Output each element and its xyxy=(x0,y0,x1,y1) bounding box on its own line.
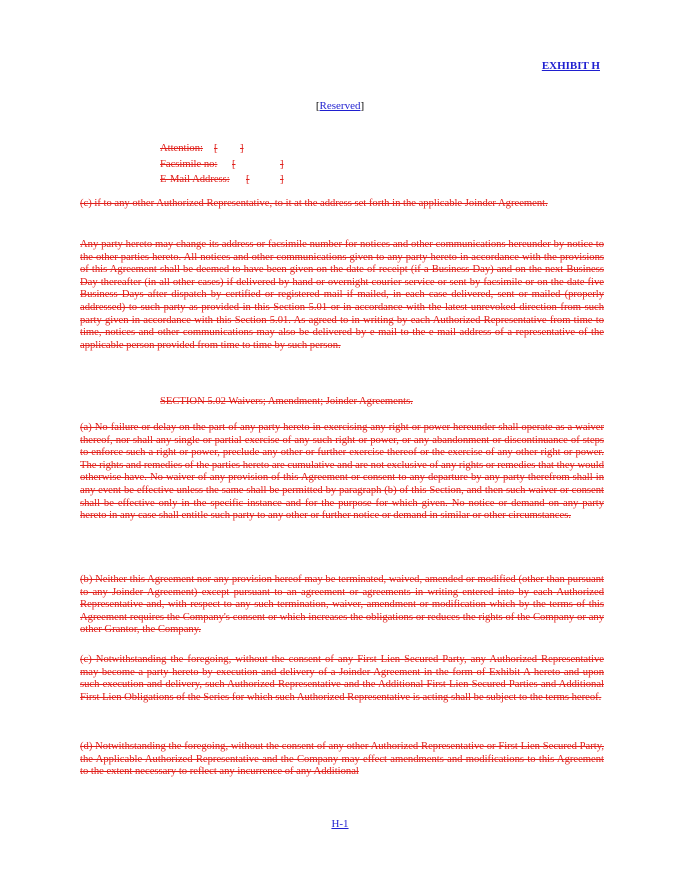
email-close-bracket: ] xyxy=(280,174,284,185)
section-heading: SECTION 5.02 Waivers; Amendment; Joinder Agreements. xyxy=(160,396,413,407)
paragraph-b-amend: (b) Neither this Agreement nor any provision hereof may be terminated, waived, amended or modified (other than pursuant to any Joinder Agreement) except pursuant to an agreement or agreements in writing entered into by each Authorized Representative and, with respect to any such termination, waiver, amendment or modification which by the terms of this Agreement requires the Company's consent or which increases the obligations or reduces the rights of the Company or any other Grantor, the Company. xyxy=(80,574,604,636)
facsimile-open-bracket: [ xyxy=(232,158,236,170)
email-open-bracket: [ xyxy=(246,174,250,185)
facsimile-close-bracket: ] xyxy=(280,158,284,170)
facsimile-line xyxy=(160,159,360,175)
reserved-heading xyxy=(0,100,680,113)
paragraph-c-notice: (c) if to any other Authorized Representative, to it at the address set forth in the applicable Joinder Agreement. xyxy=(80,198,548,209)
attention-close-bracket: ] xyxy=(240,143,244,154)
paragraph-c-joinder: (c) Notwithstanding the foregoing, without the consent of any First Lien Secured Party, any Authorized Representative may become a party hereto by execution and delivery of a Joinder Agreement in the form of Exhibit A hereto and upon such execution and delivery, such Authorized Representative and the Additional First Lien Secured Parties and Additional First Lien Obligations of the Series for which such Authorized Representative is acting shall be subject to the terms hereof. xyxy=(80,654,604,703)
reserved-open-bracket: [ xyxy=(315,100,320,112)
paragraph-change-address: Any party hereto may change its address or facsimile number for notices and other communications hereunder by notice to the other parties hereto. All notices and other communications given to any party hereto in accordance with the provisions of this Agreement shall be deemed to have been given on the date of receipt (if a Business Day) and on the next Business Day thereafter (in all other cases) if delivered by hand or overnight courier service or sent by facsimile or on the date five Business Days after dispatch by certified or registered mail if mailed, in each case delivered, sent or mailed (properly addressed) to such party as provided in this Section 5.01 or in accordance with the latest unrevoked direction from such party given in accordance with this Section 5.01. As agreed to in writing by each Authorized Representative from time to time, notices and other communications may also be delivered by e-mail to the e-mail address of a representative of the applicable person provided from time to time by such person. xyxy=(80,239,604,351)
attention-label: Attention: xyxy=(160,143,203,154)
paragraph-d-amend: (d) Notwithstanding the foregoing, without the consent of any other Authorized Representative or First Lien Secured Party, the Applicable Authorized Representative and the Company may effect amendments and modifications to this Agreement to the extent necessary to reflect any incurrence of any Additional xyxy=(80,741,604,778)
exhibit-label: EXHIBIT H xyxy=(541,60,600,72)
attention-line xyxy=(160,143,360,159)
facsimile-label: Facsimile no: xyxy=(160,158,218,170)
attention-open-bracket: [ xyxy=(214,143,218,154)
page-number: H-1 xyxy=(331,818,349,830)
paragraph-a-waivers: (a) No failure or delay on the part of any party hereto in exercising any right or power hereunder shall operate as a waiver thereof, nor shall any single or partial exercise of any such right or power, or any abandonment or discontinuance of steps to enforce such a right or power, preclude any other or further exercise thereof or the exercise of any other right or power. The rights and remedies of the parties hereto are cumulative and are not exclusive of any rights or remedies that they would otherwise have. No waiver of any provision of this Agreement or consent to any departure by any party therefrom shall in any event be effective unless the same shall be permitted by paragraph (b) of this Section, and then such waiver or consent shall be effective only in the specific instance and for the purpose for which given. No notice or demand on any party hereto in any case shall entitle such party to any other or further notice or demand in similar or other circumstances. xyxy=(80,422,604,522)
attention-block xyxy=(160,143,360,190)
email-line xyxy=(160,174,360,190)
reserved-label: Reserved xyxy=(319,100,361,112)
reserved-close-bracket: ] xyxy=(360,100,365,112)
email-label: E-Mail Address: xyxy=(160,174,230,185)
